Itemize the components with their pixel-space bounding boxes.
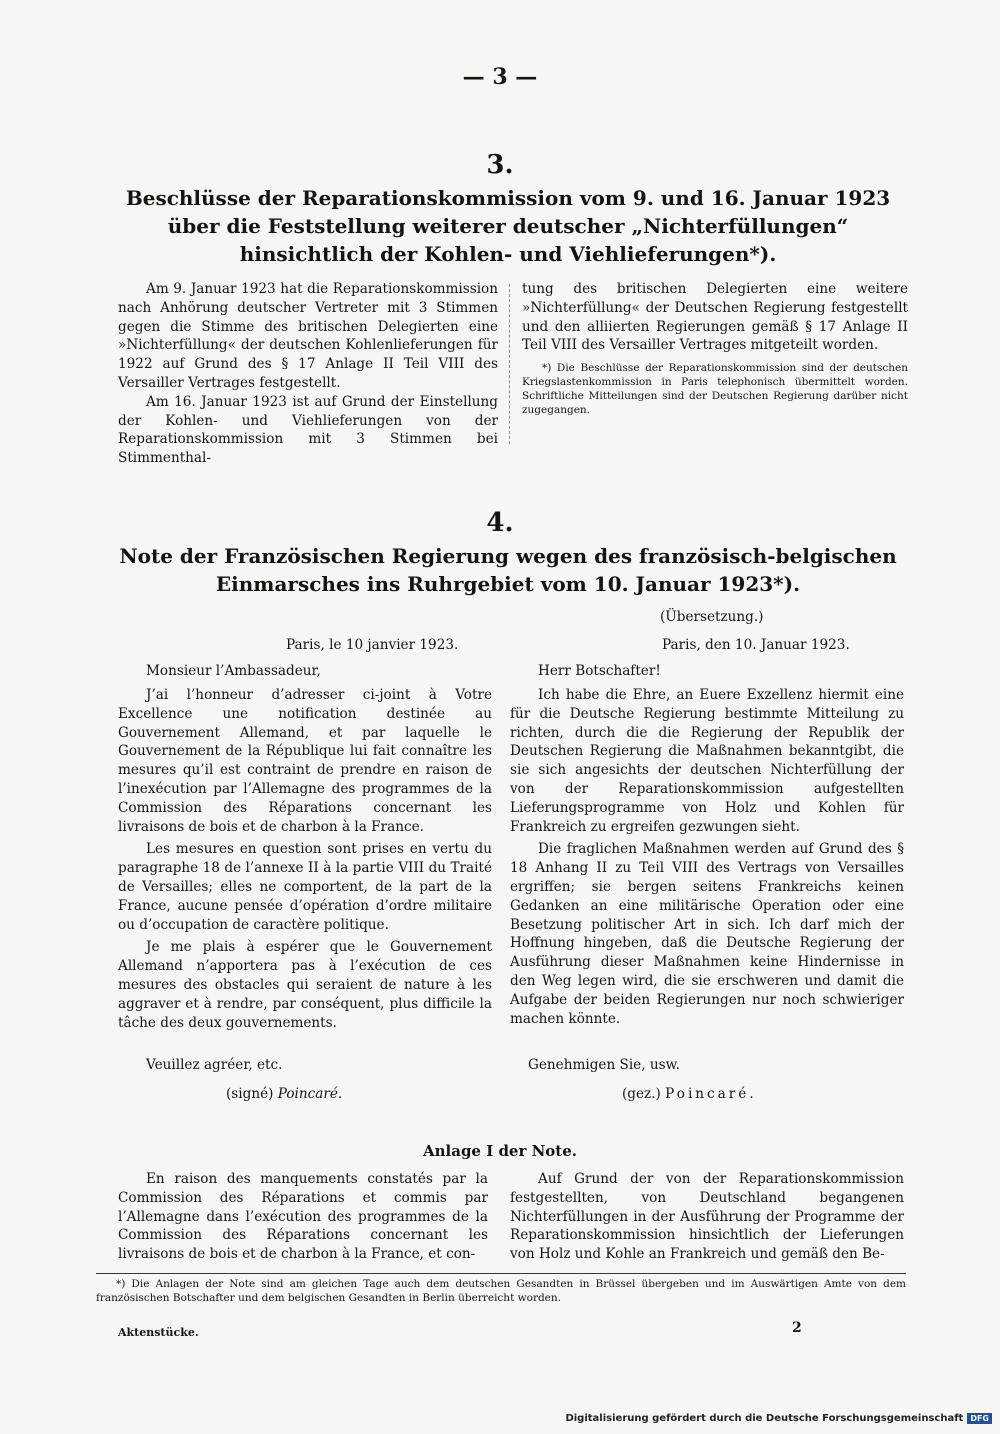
german-signature: [622, 1085, 757, 1104]
section-3-number: 3.: [486, 150, 514, 180]
paragraph: Ich habe die Ehre, an Euere Exzellenz hiermit eine für die Deutsche Regierung bestimmte Mitteilung zu richten, durch die die Regierung der Republik der Deutschen Regierung die Maßnahmen bekanntgibt, die sie sich angesichts der deutschen Nichterfüllung der von der Reparationskommission aufgestellten Lieferungsprogramme von Holz und Kohlen für Frankreich zu ergreifen gezwungen sieht.: [510, 687, 904, 835]
translation-label: (Übersetzung.): [660, 609, 764, 625]
german-salutation: Herr Botschafter!: [538, 663, 661, 679]
aktenstuecke-label: Aktenstücke.: [118, 1326, 199, 1339]
dfg-logo: DFG: [967, 1413, 992, 1424]
signed-label: (signé): [226, 1086, 274, 1102]
page-number: — 3 —: [462, 64, 538, 90]
signed-label: (gez.): [622, 1086, 661, 1102]
section-4-title: Note der Französischen Regierung wegen des französisch-belgischen Einmarsches ins Ruhrgebiet vom 10. Januar 1923*).: [119, 544, 897, 596]
paragraph: Je me plais à espérer que le Gouvernement Allemand n’apportera pas à l’exécution de ces mesures des obstacles qui seraient de nature à les aggraver et à rendre, par conséquent, plus difficile la tâche des deux gouvernements.: [118, 939, 492, 1031]
signed-name: Poincaré.: [665, 1086, 757, 1102]
paragraph: Am 9. Januar 1923 hat die Reparationskommission nach Anhörung deutscher Vertreter mit 3 Stimmen gegen die Stimme des britischen Delegierten eine »Nichterfüllung« der deutschen Kohlenlieferungen für 1922 auf Grund des § 17 Anlage II Teil VIII des Versailler Vertrages festgestellt.: [118, 281, 498, 391]
paragraph: tung des britischen Delegierten eine weitere »Nichterfüllung« der Deutschen Regierung festgestellt und den alliierten Regierungen gemäß § 17 Anlage II Teil VIII des Versailler Vertrages mitgeteilt worden.: [522, 281, 908, 354]
french-dateline: Paris, le 10 janvier 1923.: [286, 637, 459, 653]
section-3-right-column: [522, 280, 908, 417]
german-dateline: Paris, den 10. Januar 1923.: [662, 637, 850, 653]
column-separator: [509, 284, 510, 444]
german-closing: Genehmigen Sie, usw.: [528, 1057, 680, 1073]
annex-french: [118, 1170, 488, 1264]
section-3-left-column: [118, 280, 498, 468]
paragraph: Les mesures en question sont prises en vertu du paragraphe 18 de l’annexe II à la partie VIII du Traité de Versailles; elles ne comportent, de la part de la France, aucune pensée d’opération d’ordre militaire ou d’occupation de caractère politique.: [118, 841, 492, 933]
french-signature: [226, 1085, 342, 1104]
paragraph: Die fraglichen Maßnahmen werden auf Grund des § 18 Anhang II zu Teil VIII des Vertrags von Versailles ergriffen; sie bergen seitens Frankreichs keinen Gedanken an eine militärische Operation oder eine Besetzung politischer Art in sich. Ich darf mich der Hoffnung hingeben, daß die Deutsche Regierung der Ausführung dieser Maßnahmen keine Hindernisse in den Weg legen wird, die sie erschweren und damit die Aufgabe der beiden Regierungen nur noch schwieriger machen könnte.: [510, 841, 904, 1027]
paragraph: Auf Grund der von der Reparationskommission festgestellten, von Deutschland begangenen Nichterfüllungen in der Ausführung der Programme der Reparationskommission hinsichtlich der Lieferungen von Holz und Kohle an Frankreich und gemäß den Be-: [510, 1171, 904, 1263]
paragraph: Am 16. Januar 1923 ist auf Grund der Einstellung der Kohlen- und Viehlieferungen von der Reparationskommission mit 3 Stimmen bei Stimmenthal-: [118, 393, 498, 467]
annex-title: Anlage I der Note.: [422, 1142, 578, 1160]
section-4-number: 4.: [486, 508, 514, 538]
signature-mark: 2: [792, 1320, 802, 1336]
paragraph: En raison des manquements constatés par la Commission des Réparations et commis par l’Allemagne dans l’exécution des programmes de la Commission des Réparations concernant les livraisons de bois et de charbon à la France, et con-: [118, 1171, 488, 1263]
french-salutation: Monsieur l’Ambassadeur,: [146, 663, 321, 679]
digitization-credit: [565, 1413, 992, 1424]
annex-german: [510, 1170, 904, 1264]
footnote-rule: [96, 1273, 906, 1274]
french-closing: Veuillez agréer, etc.: [146, 1057, 283, 1073]
footnote-text: *) Die Anlagen der Note sind am gleichen Tage auch dem deutschen Gesandten in Brüssel übergeben und im Auswärtigen Amte von dem französischen Botschafter und dem belgischen Gesandten in Berlin überreicht worden.: [96, 1278, 906, 1304]
paragraph: J’ai l’honneur d’adresser ci-joint à Votre Excellence une notification destinée au Gouvernement Allemand, et par laquelle le Gouvernement de la République lui fait connaître les mesures qu’il est contraint de prendre en raison de l’inexécution par l’Allemagne des programmes de la Commission des Réparations concernant les livraisons de bois et de charbon à la France.: [118, 687, 492, 835]
credit-text: Digitalisierung gefördert durch die Deutsche Forschungsgemeinschaft: [565, 1413, 964, 1424]
french-letter-body: [118, 686, 492, 1032]
signed-name: Poincaré.: [277, 1086, 343, 1102]
german-letter-body: [510, 686, 904, 1028]
section-4-footnote: [96, 1277, 906, 1305]
section-3-title: Beschlüsse der Reparationskommission vom 9. und 16. Januar 1923 über die Feststellung weiterer deutscher „Nichterfüllungen“ hinsichtlich der Kohlen- und Viehlieferungen*).: [125, 186, 891, 266]
section-3-footnote: *) Die Beschlüsse der Reparationskommission sind der deutschen Kriegslastenkommission in Paris telephonisch übermittelt worden. Schriftliche Mitteilungen sind der Deutschen Regierung darüber nicht zugegangen.: [522, 362, 908, 417]
